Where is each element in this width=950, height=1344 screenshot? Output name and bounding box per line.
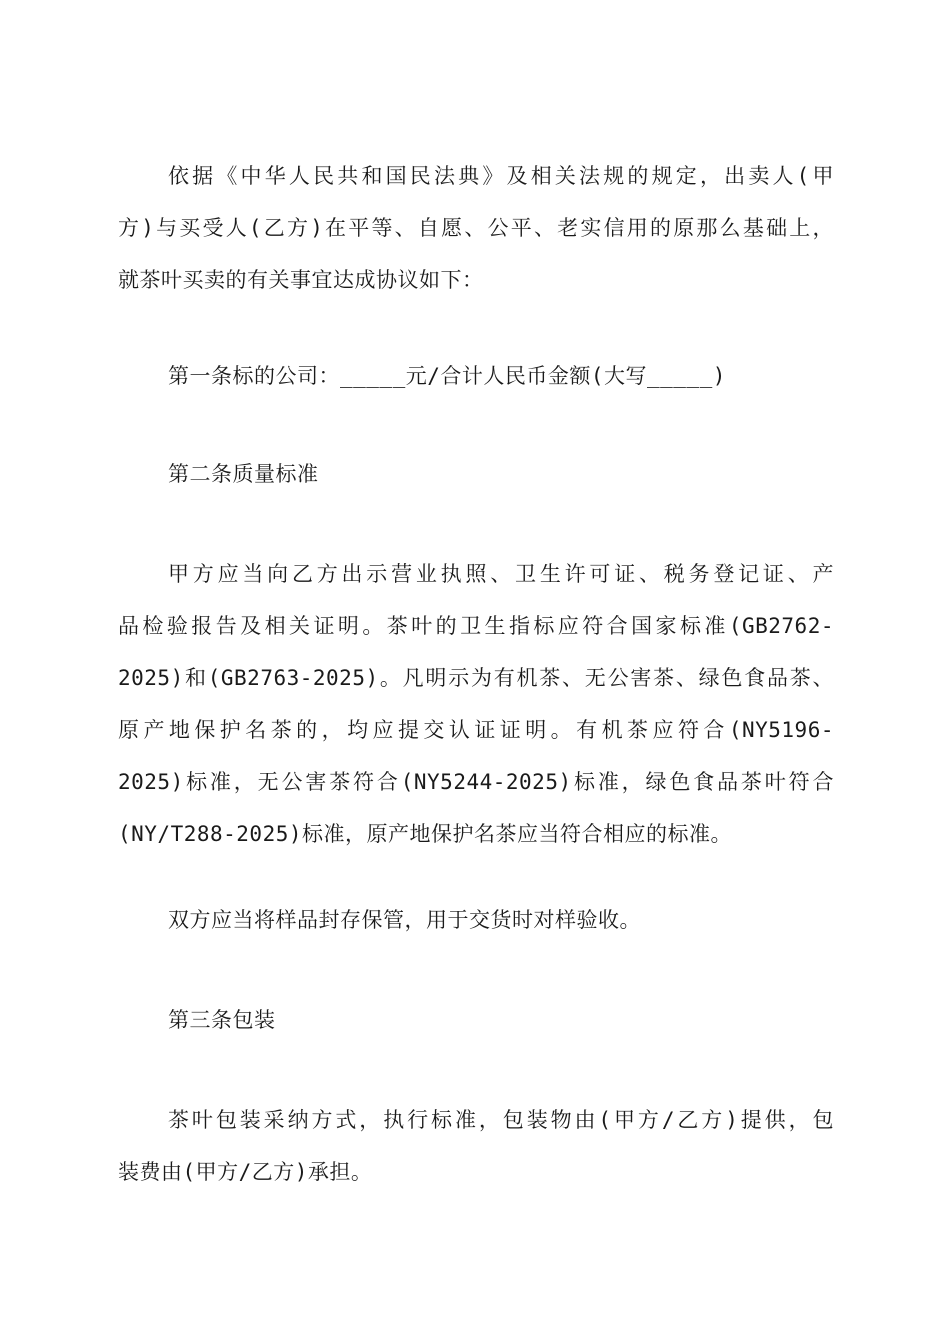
text-line: 就茶叶买卖的有关事宜达成协议如下： <box>118 268 484 292</box>
article-2-body <box>118 548 834 860</box>
text-line: 2025)标准，无公害茶符合(NY5244-2025)标准，绿色食品茶叶符合 <box>118 770 834 794</box>
text-line: 装费由(甲方/乙方)承担。 <box>118 1160 373 1184</box>
text-line: 品检验报告及相关证明。茶叶的卫生指标应符合国家标准(GB2762- <box>118 614 834 638</box>
text-line: 甲方应当向乙方出示营业执照、卫生许可证、税务登记证、产 <box>168 562 834 586</box>
text-line: 原产地保护名茶的，均应提交认证证明。有机茶应符合(NY5196- <box>118 718 834 742</box>
text-line: 依据《中华人民共和国民法典》及相关法规的规定，出卖人(甲 <box>168 164 834 188</box>
intro-paragraph <box>118 150 834 306</box>
article-1-paragraph <box>118 350 834 402</box>
article-2-heading <box>118 448 834 500</box>
text-line: 2025)和(GB2763-2025)。凡明示为有机茶、无公害茶、绿色食品茶、 <box>118 666 834 690</box>
article-3-body <box>118 1094 834 1198</box>
text-line: 方)与买受人(乙方)在平等、自愿、公平、老实信用的原那么基础上， <box>118 216 834 240</box>
text-line: 第一条标的公司：_____元/合计人民币金额(大写_____) <box>168 364 726 388</box>
text-line: 双方应当将样品封存保管，用于交货时对样验收。 <box>168 908 641 932</box>
article-3-heading <box>118 994 834 1046</box>
text-line: 茶叶包装采纳方式，执行标准，包装物由(甲方/乙方)提供，包 <box>168 1108 834 1132</box>
text-line: 第二条质量标准 <box>168 462 319 486</box>
sample-paragraph <box>118 894 834 946</box>
text-line: (NY/T288-2025)标准，原产地保护名茶应当符合相应的标准。 <box>118 822 733 846</box>
text-line: 第三条包装 <box>168 1008 276 1032</box>
